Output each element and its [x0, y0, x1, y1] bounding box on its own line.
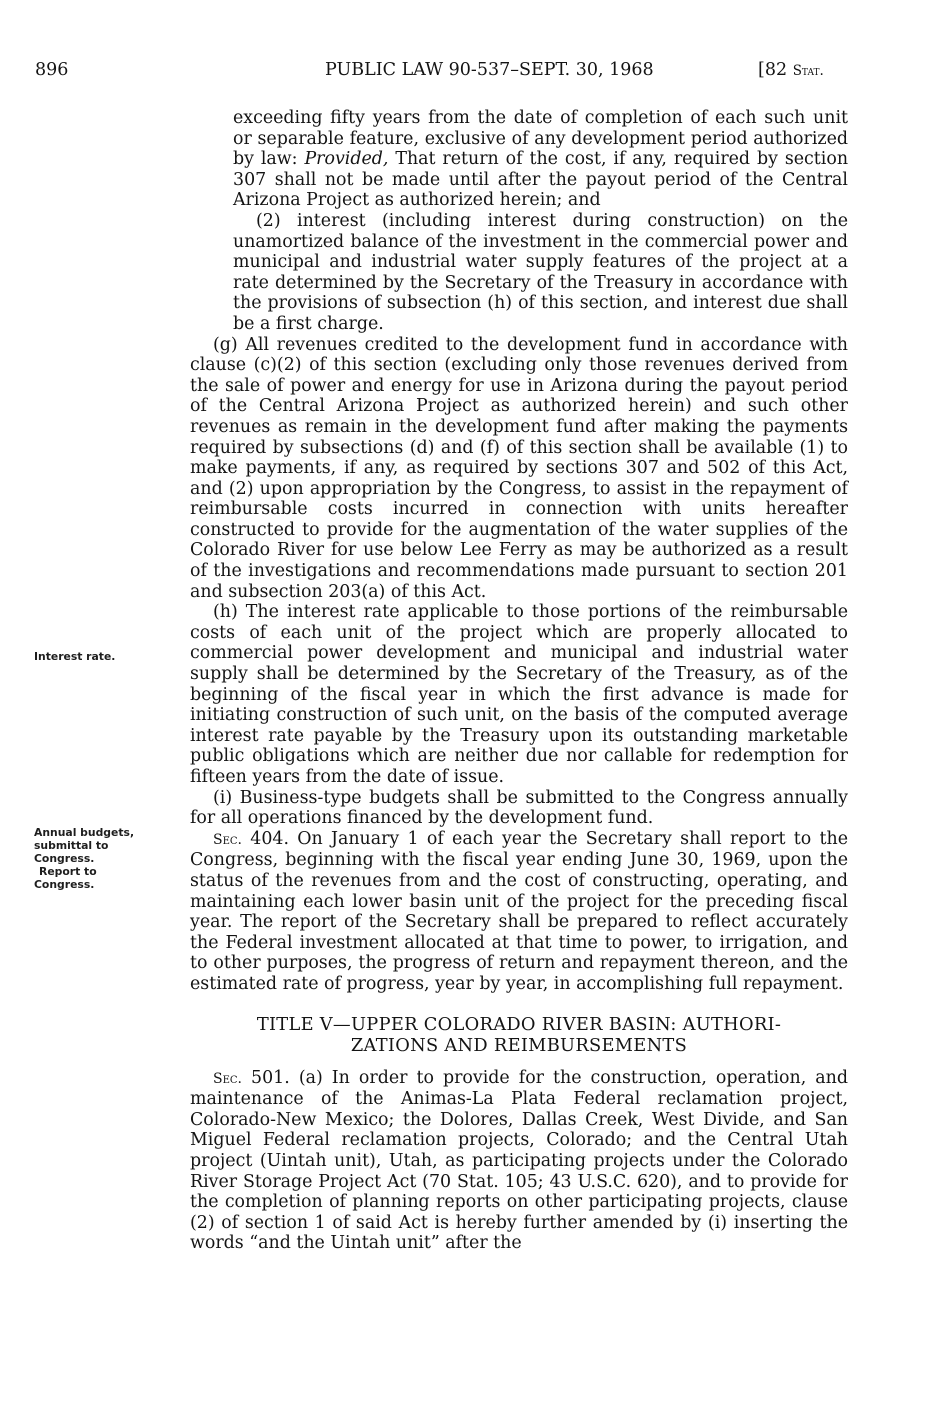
section-lead: Sec.: [213, 1070, 242, 1087]
paragraph-sec-404: Sec. 404. On January 1 of each year the Secretary shall report to the Congress, beginning with the fiscal year ending June 30, 1969, upon the status of the revenues from and the cost of constructing, operating, and maintaining each lower basin unit of the project for the preceding fiscal year. The report of the Secretary shall be prepared to reflect accurately the Federal investment allocated at that time to power, to irrigation, and to other purposes, the progress of return and repayment thereon, and the estimated rate of progress, year by year, in accomplishing full repayment.: [190, 828, 848, 994]
paragraph-f1-continued: exceeding fifty years from the date of completion of each such unit or separable feature, exclusive of any development period authorized by law: Provided, That return of the cost, if any, required by section 307 shall not be made until after the payout period of the Central Arizona Project as authorized herein; and: [233, 108, 849, 211]
margin-note-text: Congress.: [34, 878, 95, 891]
statute-label: Stat.: [792, 63, 824, 79]
margin-note-text: Annual budgets,: [34, 826, 135, 839]
page-header: [0, 60, 947, 90]
paragraph-g: (g) All revenues credited to the development fund in accordance with clause (c)(2) of this section (excluding only those revenues derived from the sale of power and energy for use in Arizona during the payout period of the Central Arizona Project as authorized herein) and such other revenues as remain in the development fund after making the payments required by subsections (d) and (f) of this section shall be available (1) to make payments, if any, as required by sections 307 and 502 of this Act, and (2) upon appropriation by the Congress, to assist in the repayment of reimbursable costs incurred in connection with units hereafter constructed to provide for the augmentation of the water supplies of the Colorado River for use below Lee Ferry as may be authorized as a result of the investigations and recommendations made pursuant to section 201 and subsection 203(a) of this Act.: [190, 334, 848, 602]
paragraph-f2: (2) interest (including interest during construction) on the unamortized balance of the investment in the commercial power and municipal and industrial water supply features of the project at a rate determined by the Secretary of the Treasury in accordance with the provisions of subsection (h) of this section, and interest due shall be a first charge.: [233, 210, 848, 334]
margin-note-text: submittal to: [34, 839, 109, 852]
margin-note-text: Interest rate.: [34, 650, 116, 663]
margin-note-text: Congress.: [34, 852, 95, 865]
paragraph-sec-501: Sec. 501. (a) In order to provide for the construction, operation, and maintenance of the Animas-La Plata Federal reclamation project, Colorado-New Mexico; the Dolores, Dallas Creek, West Divide, and San Miguel Federal reclamation projects, Colorado; and the Central Utah project (Uintah unit), Utah, as participating projects under the Colorado River Storage Project Act (70 Stat. 105; 43 U.S.C. 620), and to provide for the completion of planning reports on other participating projects, clause (2) of section 1 of said Act is hereby further amended by (i) inserting the words “and the Uintah unit” after the: [190, 1067, 848, 1254]
margin-note-interest-rate: [34, 650, 184, 663]
running-head: PUBLIC LAW 90-537–SEPT. 30, 1968: [325, 60, 654, 80]
statute-reference: [758, 60, 824, 80]
paragraph-h: (h) The interest rate applicable to those portions of the reimbursable costs of each unit of the project which are properly allocated to commercial power development and municipal and industrial water supply shall be determined by the Secretary of the Treasury, as of the beginning of the fiscal year in which the first advance is made for initiating construction of such unit, on the basis of the computed average interest rate payable by the Treasury upon its outstanding marketable public obligations which are neither due nor callable for redemption for fifteen years from the date of issue.: [190, 602, 848, 787]
margin-note-annual-budgets: [34, 826, 184, 891]
body-text: [190, 108, 848, 1254]
provided-italic: Provided,: [304, 149, 389, 170]
margin-note-text: Report to: [39, 865, 97, 878]
section-lead: Sec.: [213, 831, 242, 848]
statute-volume: [82: [758, 60, 788, 80]
page-number: 896: [35, 60, 69, 80]
paragraph-i: (i) Business-type budgets shall be submitted to the Congress annually for all operations financed by the development fund.: [190, 787, 848, 829]
title-v-heading: TITLE V—UPPER COLORADO RIVER BASIN: AUTHORI- ZATIONS AND REIMBURSEMENTS: [256, 1013, 782, 1056]
